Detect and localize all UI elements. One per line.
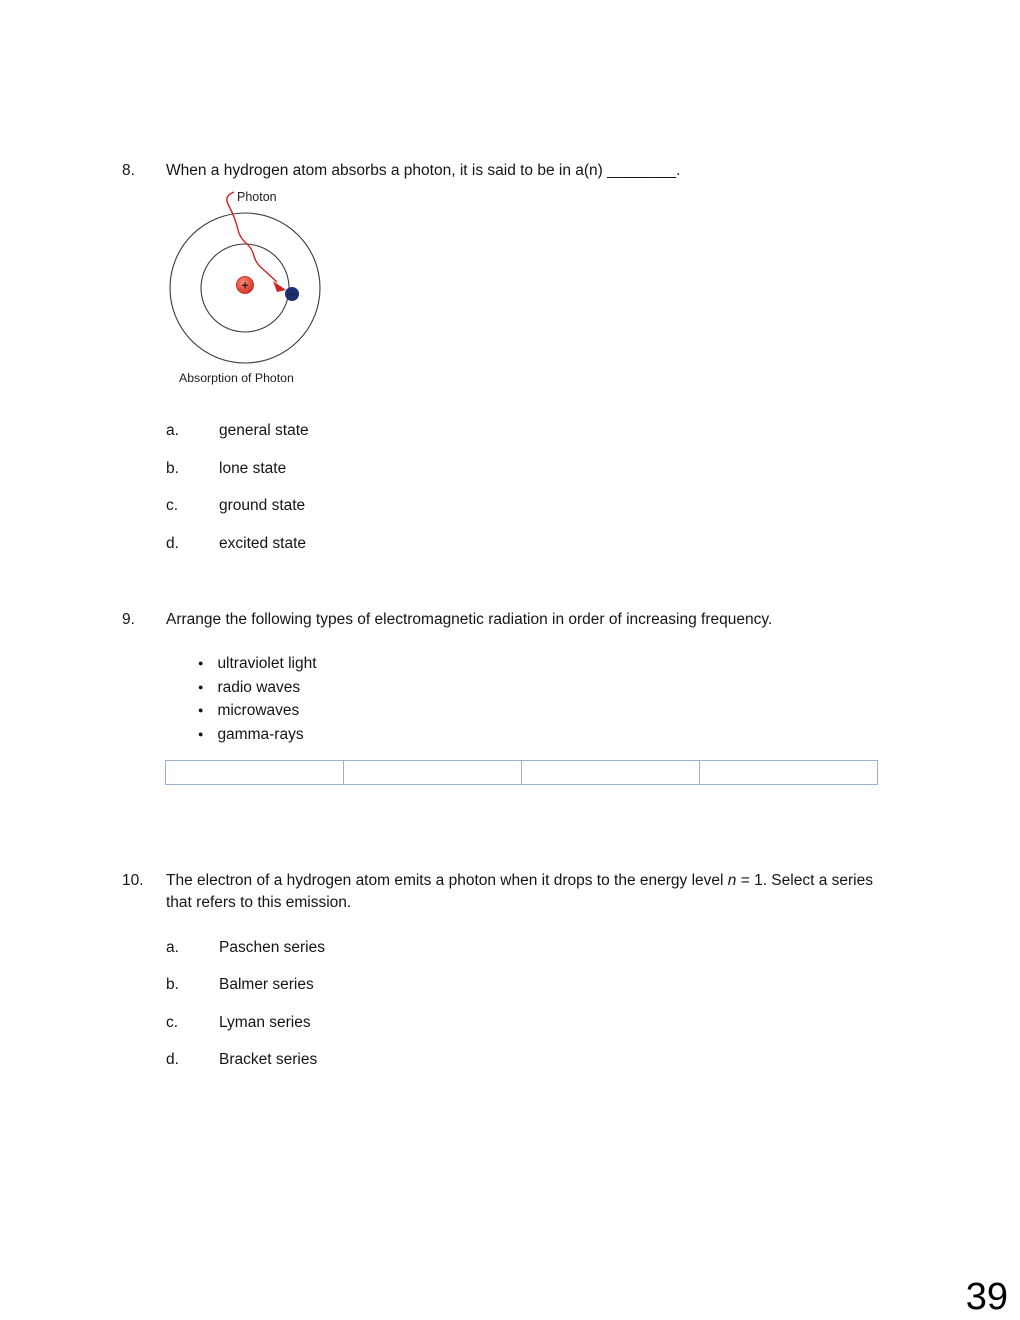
q10-option-a (166, 939, 325, 957)
diagram-caption: Absorption of Photon (179, 371, 294, 385)
q10-text-part1: The electron of a hydrogen atom emits a photon when it drops to the energy level (166, 872, 728, 889)
q9-bullet-1-text: ultraviolet light (217, 655, 317, 672)
bullet-icon: ● (198, 728, 204, 739)
q9-bullet-1 (198, 652, 317, 676)
bullet-icon: ● (198, 681, 204, 692)
electron-minus-symbol: − (288, 289, 296, 301)
q8-option-d-letter: d. (166, 535, 179, 552)
q9-bullet-4 (198, 723, 317, 747)
q10-option-c-text: Lyman series (219, 1014, 311, 1031)
q10-option-d-text: Bracket series (219, 1051, 318, 1068)
q8-option-b-letter: b. (166, 460, 179, 477)
q8-option-c-letter: c. (166, 497, 179, 514)
q10-option-b (166, 976, 314, 994)
q9-answer-cell-2[interactable] (343, 760, 522, 785)
photon-wave-path (227, 192, 277, 282)
q9-bullet-3-text: microwaves (217, 702, 300, 719)
q9-answer-cell-1[interactable] (165, 760, 344, 785)
q10-text-part2: = 1. Select a series that refers to this emission. (166, 872, 873, 911)
q10-option-c-letter: c. (166, 1014, 179, 1031)
bullet-icon: ● (198, 658, 204, 668)
q8-option-c (166, 497, 305, 515)
absorption-diagram (158, 186, 338, 396)
q9-answer-cell-3[interactable] (521, 760, 700, 785)
q9-bullet-list (198, 652, 317, 746)
q8-option-b (166, 460, 286, 478)
q9-bullet-4-text: gamma-rays (217, 725, 304, 743)
question-9 (122, 609, 822, 631)
question-8 (122, 160, 966, 182)
question-8-text: When a hydrogen atom absorbs a photon, it is said to be in a(n) ________. (166, 162, 681, 179)
q8-option-d (166, 535, 306, 553)
q10-option-d (166, 1051, 317, 1069)
q10-option-a-text: Paschen series (219, 939, 325, 956)
q10-option-a-letter: a. (166, 939, 179, 956)
q8-option-c-text: ground state (219, 497, 306, 514)
bullet-icon: ● (198, 705, 204, 715)
page-number: 39 (965, 1276, 1008, 1318)
q8-option-a (166, 422, 309, 440)
q8-option-a-letter: a. (166, 422, 179, 439)
q9-answer-table (165, 760, 878, 785)
q9-answer-cell-4[interactable] (699, 760, 878, 785)
photon-arrowhead-icon (273, 281, 286, 292)
question-10-text (166, 870, 886, 914)
q8-option-b-text: lone state (219, 460, 287, 477)
q10-option-b-text: Balmer series (219, 976, 314, 993)
question-8-number: 8. (122, 162, 135, 179)
q10-option-d-letter: d. (166, 1051, 179, 1068)
q9-bullet-3 (198, 699, 317, 723)
nucleus-plus-symbol: + (241, 280, 249, 293)
q10-option-c (166, 1014, 311, 1032)
q8-option-d-text: excited state (219, 535, 307, 552)
question-9-number: 9. (122, 611, 135, 628)
q9-bullet-2-text: radio waves (217, 678, 301, 696)
q9-bullet-2 (198, 676, 317, 700)
question-10-number: 10. (122, 872, 144, 889)
q8-option-a-text: general state (219, 422, 309, 439)
q10-variable-n: n (727, 872, 737, 889)
photon-label: Photon (237, 190, 277, 204)
question-10 (122, 870, 897, 914)
q10-option-b-letter: b. (166, 976, 179, 993)
question-9-text: Arrange the following types of electromagnetic radiation in order of increasing frequency. (166, 611, 773, 628)
